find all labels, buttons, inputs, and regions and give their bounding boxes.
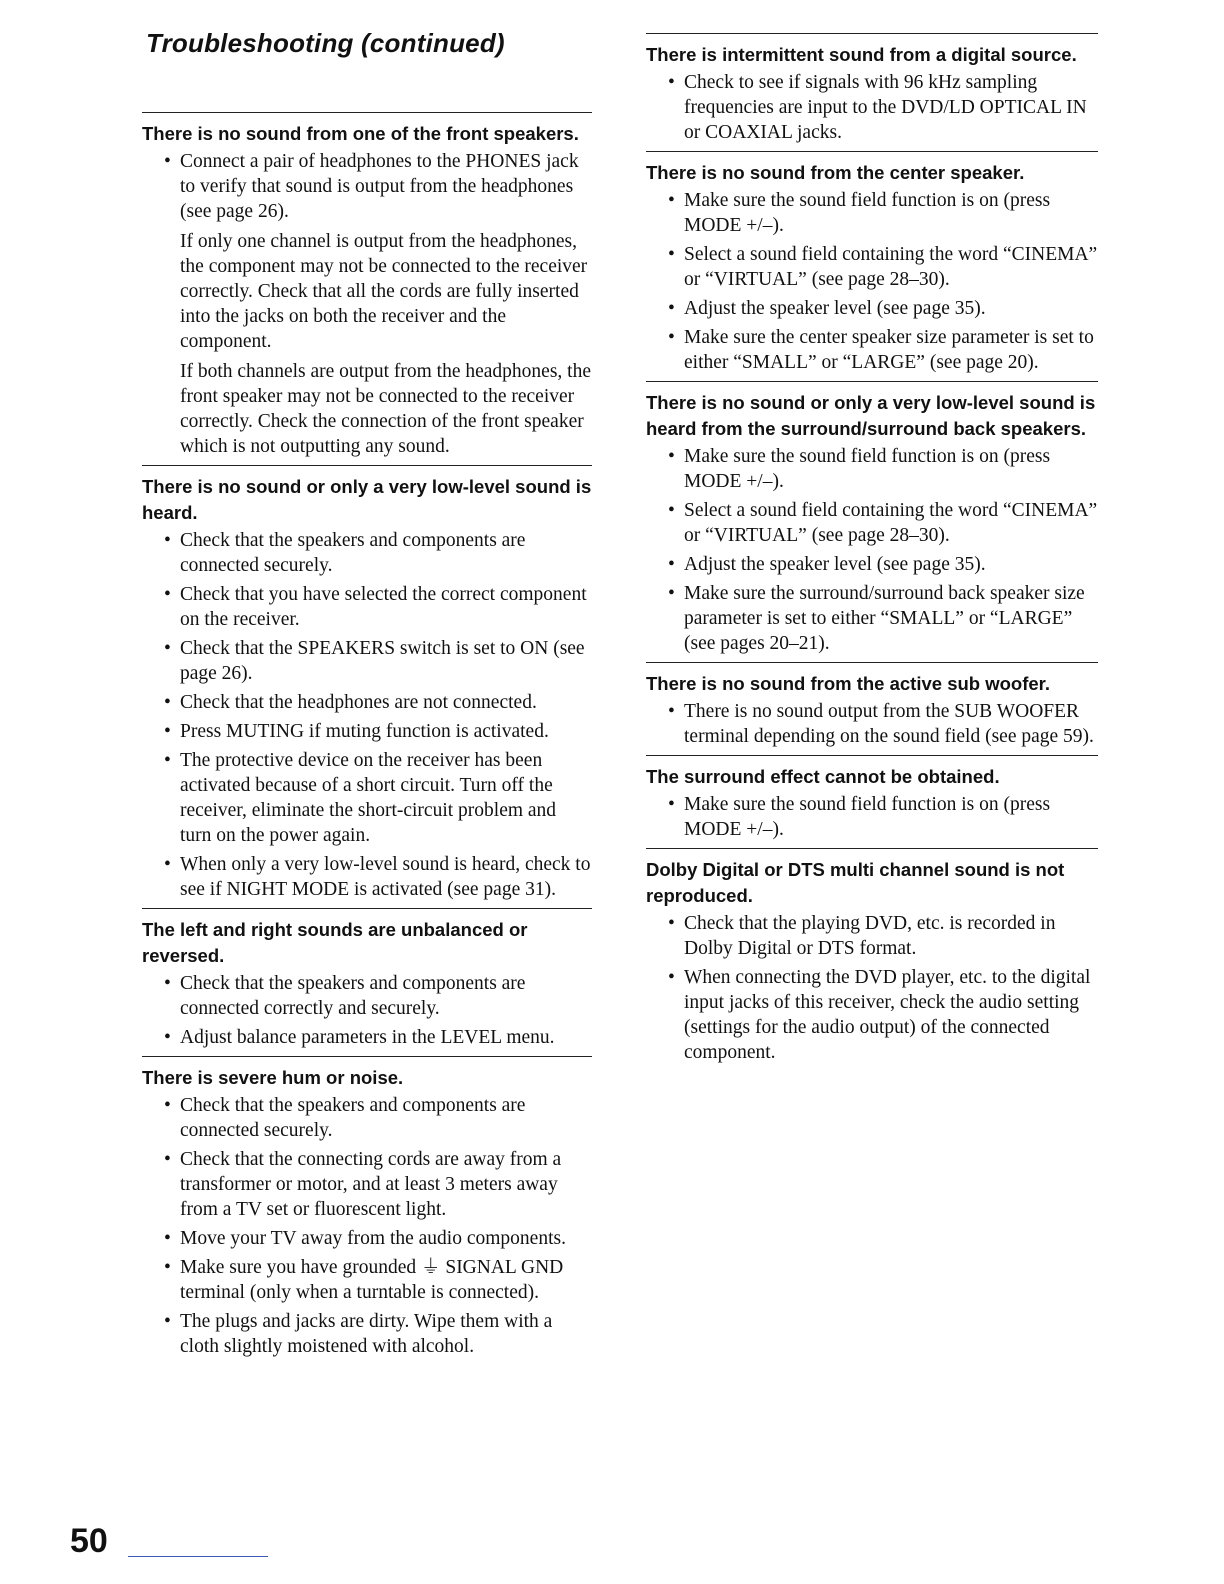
bullet-icon: • bbox=[668, 446, 675, 467]
list-item bbox=[142, 528, 592, 578]
bullet-icon: • bbox=[668, 72, 675, 93]
section-heading: There is intermittent sound from a digital source. bbox=[646, 44, 1077, 65]
list-item bbox=[646, 242, 1098, 292]
list-item bbox=[142, 748, 592, 848]
item-text: Check that the speakers and components are connected correctly and securely. bbox=[180, 973, 526, 1019]
bullet-icon: • bbox=[164, 973, 171, 994]
bullet-icon: • bbox=[164, 854, 171, 875]
list-item bbox=[142, 852, 592, 902]
bullet-icon: • bbox=[164, 638, 171, 659]
bullet-list bbox=[646, 699, 1098, 749]
right-column bbox=[646, 33, 1098, 1071]
list-item bbox=[646, 965, 1098, 1065]
list-item bbox=[142, 636, 592, 686]
bullet-icon: • bbox=[668, 583, 675, 604]
troubleshooting-section bbox=[646, 755, 1098, 842]
bullet-icon: • bbox=[164, 721, 171, 742]
bullet-icon: • bbox=[668, 554, 675, 575]
item-text: Select a sound field containing the word “CINEMA” or “VIRTUAL” (see page 28–30). bbox=[684, 500, 1098, 546]
list-item bbox=[142, 149, 592, 459]
troubleshooting-section bbox=[142, 465, 592, 902]
bullet-list bbox=[142, 971, 592, 1050]
bullet-icon: • bbox=[164, 530, 171, 551]
bullet-icon: • bbox=[668, 327, 675, 348]
item-text: When only a very low-level sound is heard, check to see if NIGHT MODE is activated (see page 31). bbox=[180, 854, 591, 900]
item-text: Adjust the speaker level (see page 35). bbox=[684, 298, 986, 319]
section-heading: Dolby Digital or DTS multi channel sound is not reproduced. bbox=[646, 859, 1065, 906]
bullet-icon: • bbox=[668, 701, 675, 722]
item-text: Move your TV away from the audio components. bbox=[180, 1228, 566, 1249]
list-item bbox=[646, 498, 1098, 548]
footer-rule bbox=[128, 1556, 268, 1557]
troubleshooting-section bbox=[142, 1056, 592, 1359]
item-text: Make sure the sound field function is on (press MODE +/–). bbox=[684, 794, 1051, 840]
troubleshooting-section bbox=[646, 662, 1098, 749]
left-column bbox=[142, 112, 592, 1365]
list-item bbox=[142, 719, 592, 744]
item-text: Adjust balance parameters in the LEVEL menu. bbox=[180, 1027, 555, 1048]
bullet-icon: • bbox=[668, 967, 675, 988]
list-item bbox=[646, 792, 1098, 842]
bullet-icon: • bbox=[164, 151, 171, 172]
page-number: 50 bbox=[70, 1522, 108, 1560]
bullet-icon: • bbox=[164, 750, 171, 771]
list-item bbox=[142, 1255, 592, 1305]
bullet-icon: • bbox=[668, 244, 675, 265]
section-heading: The surround effect cannot be obtained. bbox=[646, 766, 1000, 787]
bullet-list bbox=[142, 528, 592, 902]
item-text: The plugs and jacks are dirty. Wipe them with a cloth slightly moistened with alcohol. bbox=[180, 1311, 553, 1357]
list-item bbox=[142, 690, 592, 715]
section-heading: There is no sound or only a very low-level sound is heard. bbox=[142, 476, 592, 523]
section-heading: The left and right sounds are unbalanced or reversed. bbox=[142, 919, 528, 966]
bullet-icon: • bbox=[164, 1027, 171, 1048]
bullet-icon: • bbox=[164, 1095, 171, 1116]
item-text: There is no sound output from the SUB WOOFER terminal depending on the sound field (see page 59). bbox=[684, 701, 1094, 747]
bullet-list bbox=[646, 911, 1098, 1065]
bullet-icon: • bbox=[164, 1257, 171, 1278]
item-text: Check that the SPEAKERS switch is set to ON (see page 26). bbox=[180, 638, 585, 684]
bullet-icon: • bbox=[164, 1311, 171, 1332]
bullet-icon: • bbox=[164, 1228, 171, 1249]
list-item bbox=[142, 1226, 592, 1251]
list-item bbox=[646, 70, 1098, 145]
list-item bbox=[646, 581, 1098, 656]
bullet-icon: • bbox=[668, 298, 675, 319]
list-item bbox=[142, 1309, 592, 1359]
list-item bbox=[646, 188, 1098, 238]
bullet-list bbox=[646, 70, 1098, 145]
item-text: Adjust the speaker level (see page 35). bbox=[684, 554, 986, 575]
bullet-list bbox=[142, 149, 592, 459]
list-item bbox=[646, 552, 1098, 577]
bullet-icon: • bbox=[668, 913, 675, 934]
bullet-icon: • bbox=[164, 1149, 171, 1170]
list-item bbox=[142, 1025, 592, 1050]
item-text: The protective device on the receiver has been activated because of a short circuit. Turn off the receiver, eliminate the short-circuit problem and turn on the power again. bbox=[180, 750, 557, 846]
troubleshooting-section bbox=[646, 848, 1098, 1065]
bullet-icon: • bbox=[668, 190, 675, 211]
bullet-icon: • bbox=[164, 692, 171, 713]
item-text: Make sure the sound field function is on (press MODE +/–). bbox=[684, 190, 1051, 236]
list-item bbox=[646, 296, 1098, 321]
item-text: Check to see if signals with 96 kHz sampling frequencies are input to the DVD/LD OPTICAL IN or COAXIAL jacks. bbox=[684, 72, 1087, 143]
list-item bbox=[142, 1093, 592, 1143]
item-text: Make sure the surround/surround back speaker size parameter is set to either “SMALL” or “LARGE” (see pages 20–21). bbox=[684, 583, 1085, 654]
troubleshooting-section bbox=[142, 908, 592, 1050]
troubleshooting-section bbox=[142, 112, 592, 459]
list-item bbox=[646, 444, 1098, 494]
bullet-list bbox=[646, 188, 1098, 375]
item-text: Check that the speakers and components are connected securely. bbox=[180, 1095, 526, 1141]
troubleshooting-section bbox=[646, 381, 1098, 656]
item-text: Make sure the center speaker size parameter is set to either “SMALL” or “LARGE” (see page 20). bbox=[684, 327, 1094, 373]
item-text: Select a sound field containing the word “CINEMA” or “VIRTUAL” (see page 28–30). bbox=[684, 244, 1098, 290]
item-text: If only one channel is output from the headphones, the component may not be connected to the receiver correctly. Check that all the cords are fully inserted into the jacks on both the receiver and the component. bbox=[180, 231, 588, 352]
bullet-icon: • bbox=[668, 794, 675, 815]
troubleshooting-section bbox=[646, 33, 1098, 145]
section-heading: There is no sound from one of the front speakers. bbox=[142, 123, 579, 144]
list-item bbox=[646, 325, 1098, 375]
section-heading: There is no sound from the center speaker. bbox=[646, 162, 1025, 183]
list-item bbox=[646, 699, 1098, 749]
item-text: Check that the connecting cords are away from a transformer or motor, and at least 3 meters away from a TV set or fluorescent light. bbox=[180, 1149, 562, 1220]
item-text: Check that the speakers and components are connected securely. bbox=[180, 530, 526, 576]
list-item bbox=[142, 582, 592, 632]
bullet-icon: • bbox=[164, 584, 171, 605]
item-text: Check that you have selected the correct component on the receiver. bbox=[180, 584, 587, 630]
item-text: Connect a pair of headphones to the PHONES jack to verify that sound is output from the headphones (see page 26). bbox=[180, 151, 579, 222]
list-item bbox=[142, 1147, 592, 1222]
item-text: Make sure you have grounded ⏚ SIGNAL GND terminal (only when a turntable is connected). bbox=[180, 1257, 564, 1303]
section-heading: There is no sound or only a very low-level sound is heard from the surround/surround back speakers. bbox=[646, 392, 1096, 439]
page-title: Troubleshooting (continued) bbox=[146, 28, 505, 58]
troubleshooting-section bbox=[646, 151, 1098, 375]
item-text: Check that the headphones are not connected. bbox=[180, 692, 537, 713]
section-heading: There is severe hum or noise. bbox=[142, 1067, 404, 1088]
item-text: Make sure the sound field function is on (press MODE +/–). bbox=[684, 446, 1051, 492]
item-text: Press MUTING if muting function is activated. bbox=[180, 721, 549, 742]
section-heading: There is no sound from the active sub woofer. bbox=[646, 673, 1050, 694]
item-text: If both channels are output from the headphones, the front speaker may not be connected to the receiver correctly. Check the connection of the front speaker which is not outputting any sound. bbox=[180, 361, 591, 457]
bullet-icon: • bbox=[668, 500, 675, 521]
bullet-list bbox=[646, 792, 1098, 842]
list-item bbox=[142, 971, 592, 1021]
bullet-list bbox=[142, 1093, 592, 1359]
item-text: When connecting the DVD player, etc. to the digital input jacks of this receiver, check the audio setting (settings for the audio output) of the connected component. bbox=[684, 967, 1091, 1063]
item-text: Check that the playing DVD, etc. is recorded in Dolby Digital or DTS format. bbox=[684, 913, 1056, 959]
bullet-list bbox=[646, 444, 1098, 656]
list-item bbox=[646, 911, 1098, 961]
